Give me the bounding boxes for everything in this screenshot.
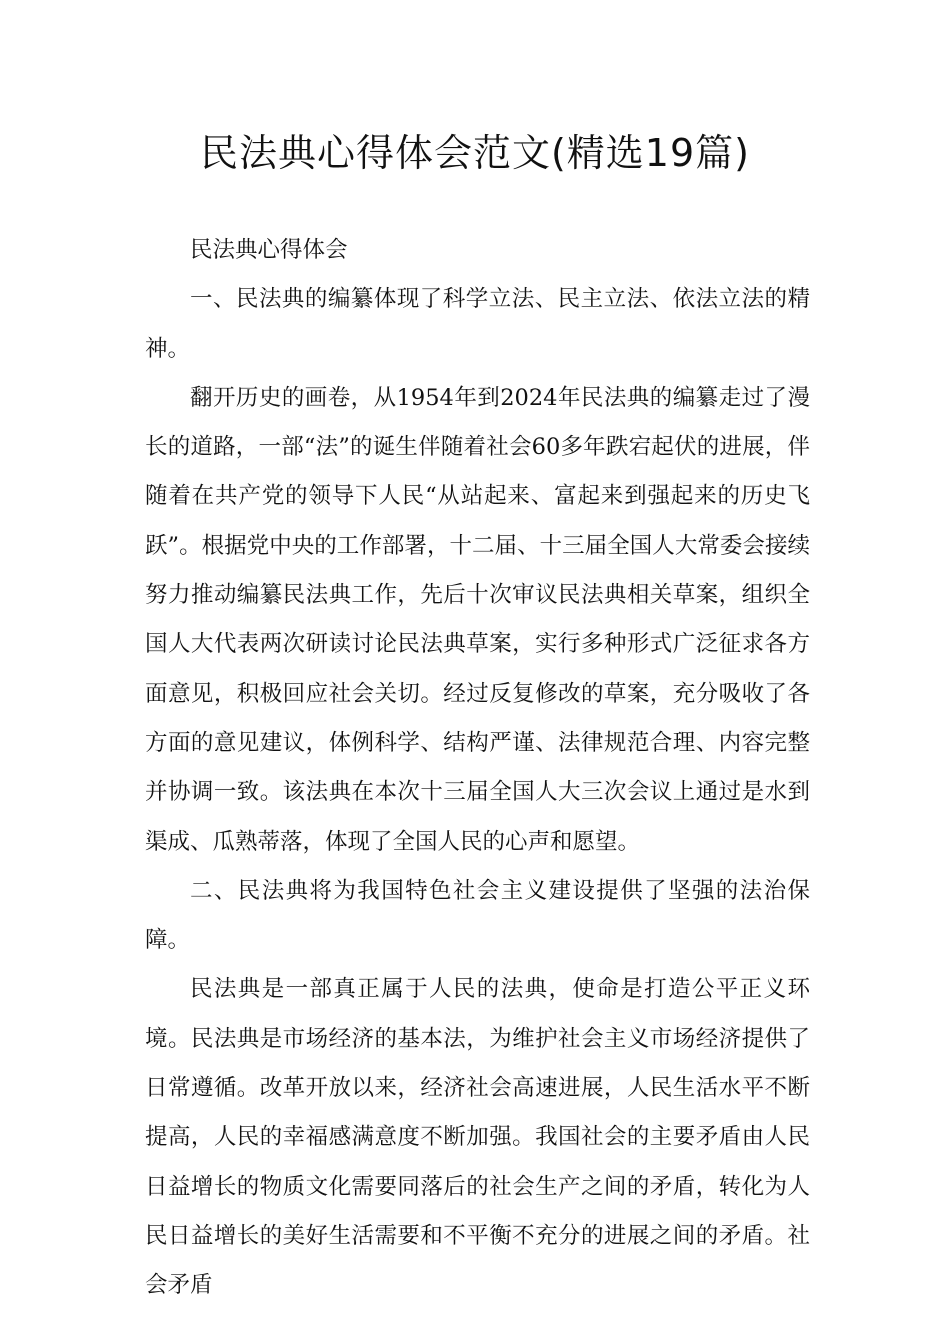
- paragraph-section-two: 二、民法典将为我国特色社会主义建设提供了坚强的法治保障。: [145, 877, 810, 954]
- document-body: [145, 226, 810, 1311]
- paragraph-heading: 民法典心得体会: [190, 237, 348, 263]
- paragraph-section-one: 一、民法典的编纂体现了科学立法、民主立法、依法立法的精神。: [145, 286, 810, 362]
- paragraph-history: 翻开历史的画卷，从1954年到2024年民法典的编纂走过了漫长的道路，一部“法”的诞生伴随着社会60多年跌宕起伏的进展，伴随着在共产党的领导下人民“从站起来、富起来到强起来的历史飞跃”。根据党中央的工作部署，十二届、十三届全国人大常委会接续努力推动编纂民法典工作，先后十次审议民法典相关草案，组织全国人大代表两次研读讨论民法典草案，实行多种形式广泛征求各方面意见，积极回应社会关切。经过反复修改的草案，充分吸收了各方面的意见建议，体例科学、结构严谨、法律规范合理、内容完整并协调一致。该法典在本次十三届全国人大三次会议上通过是水到渠成、瓜熟蒂落，体现了全国人民的心声和愿望。: [145, 384, 810, 855]
- paragraph-people-code: 民法典是一部真正属于人民的法典，使命是打造公平正义环境。民法典是市场经济的基本法，为维护社会主义市场经济提供了日常遵循。改革开放以来，经济社会高速进展，人民生活水平不断提高，人民的幸福感满意度不断加强。我国社会的主要矛盾由人民日益增长的物质文化需要同落后的社会生产之间的矛盾，转化为人民日益增长的美好生活需要和不平衡不充分的进展之间的矛盾。社会矛盾: [145, 976, 810, 1299]
- document-title: 民法典心得体会范文(精选19篇): [199, 131, 750, 175]
